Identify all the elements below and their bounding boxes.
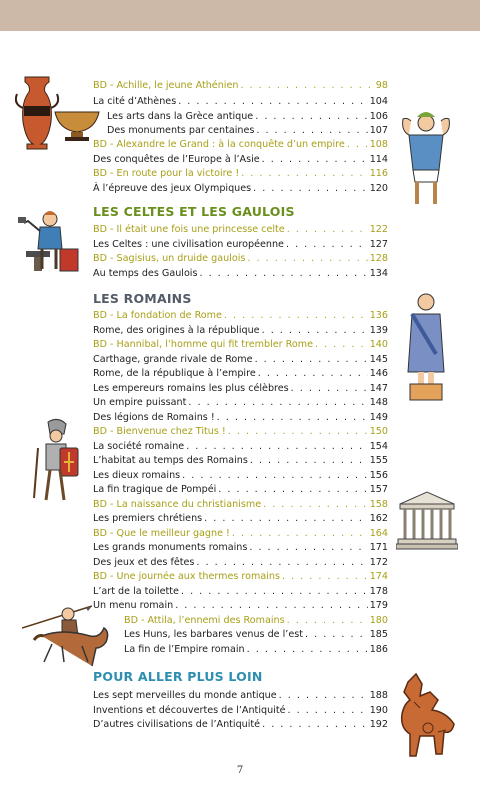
toc-dot-leader [255, 353, 368, 367]
toc-entry[interactable] [93, 238, 388, 252]
toc-entry-page: 178 [369, 586, 388, 597]
toc-dot-leader [178, 95, 368, 109]
toc-entry[interactable] [93, 396, 388, 410]
toc-dot-leader [287, 614, 368, 628]
toc-entry-page: 180 [369, 615, 388, 626]
toc-entry[interactable] [93, 469, 388, 483]
section-heading-romains: LES ROMAINS [93, 291, 192, 306]
toc-entry-title: BD - Une journée aux thermes romains [93, 571, 280, 582]
toc-entry-page: 186 [369, 644, 388, 655]
toc-entry[interactable] [93, 425, 388, 439]
toc-entry-page: 146 [369, 368, 388, 379]
toc-entry-title: Les grands monuments romains [93, 542, 248, 553]
toc-entry[interactable] [93, 338, 388, 352]
toc-entry[interactable] [93, 512, 388, 526]
toc-entry[interactable] [93, 585, 388, 599]
toc-entry-page: 179 [369, 600, 388, 611]
toc-dot-leader [247, 252, 367, 266]
toc-entry-page: 171 [369, 542, 388, 553]
toc-entry-title: BD - En route pour la victoire ! [93, 168, 240, 179]
toc-entry-title: Au temps des Gaulois [93, 268, 198, 279]
greek-vases-illustration [15, 72, 100, 152]
toc-entry-title: Les Celtes : une civilisation européenne [93, 239, 284, 250]
toc-entry-page: 157 [369, 484, 388, 495]
toc-entry[interactable] [107, 110, 388, 124]
toc-entry-title: BD - Alexandre le Grand : à la conquête d’un empire [93, 139, 345, 150]
toc-dot-leader [263, 498, 368, 512]
toc-entry-title: D’autres civilisations de l’Antiquité [93, 719, 261, 730]
toc-entry[interactable] [93, 223, 388, 237]
toc-entry-page: 190 [369, 705, 388, 716]
hun-horseman-illustration [22, 600, 127, 668]
toc-entry-page: 136 [369, 310, 388, 321]
toc-entry[interactable] [93, 382, 388, 396]
toc-dot-leader [282, 570, 368, 584]
toc-entry-page: 120 [369, 183, 388, 194]
toc-entry[interactable] [93, 353, 388, 367]
toc-entry[interactable] [93, 411, 388, 425]
toc-entry-page: 188 [369, 690, 388, 701]
toc-dot-leader [224, 309, 368, 323]
toc-entry-page: 128 [369, 253, 388, 264]
toc-entry-page: 134 [369, 268, 388, 279]
toc-dot-leader [262, 324, 368, 338]
toc-entry-title: À l’épreuve des jeux Olympiques [93, 183, 252, 194]
toc-entry-page: 127 [369, 239, 388, 250]
toc-entry-title: Les premiers chrétiens [93, 513, 203, 524]
toc-entry[interactable] [124, 614, 388, 628]
toc-entry[interactable] [93, 541, 388, 555]
toc-dot-leader [256, 124, 367, 138]
toc-entry-page: 192 [369, 719, 388, 730]
toc-entry-page: 150 [369, 426, 388, 437]
toc-dot-leader [249, 541, 367, 555]
toc-entry[interactable] [93, 182, 388, 196]
toc-dot-leader [232, 527, 368, 541]
toc-entry-title: Rome, des origines à la république [93, 325, 260, 336]
toc-entry-title: La fin de l’Empire romain [124, 644, 245, 655]
toc-entry[interactable] [93, 440, 388, 454]
toc-entry-page: 116 [369, 168, 388, 179]
toc-entry-page: 148 [369, 397, 388, 408]
toc-entry-title: Les sept merveilles du monde antique [93, 690, 277, 701]
toc-entry-title: Un empire puissant [93, 397, 187, 408]
toc-entry-title: La fin tragique de Pompéi [93, 484, 217, 495]
toc-entry[interactable] [93, 167, 388, 181]
toc-dot-leader [286, 238, 368, 252]
section-heading-plus-loin: POUR ALLER PLUS LOIN [93, 669, 263, 684]
toc-dot-leader [188, 396, 367, 410]
toc-entry-title: Les empereurs romains les plus célèbres [93, 383, 289, 394]
toc-entry-page: 155 [369, 455, 388, 466]
toc-entry-title: Carthage, grande rivale de Rome [93, 354, 253, 365]
toc-dot-leader [255, 110, 367, 124]
toc-entry-page: 174 [369, 571, 388, 582]
toc-dot-leader [240, 79, 373, 93]
toc-entry[interactable] [93, 367, 388, 381]
toc-entry[interactable] [93, 324, 388, 338]
toc-entry-title: Les Huns, les barbares venus de l’est [124, 629, 303, 640]
toc-entry-page: 98 [375, 80, 388, 91]
toc-entry-page: 158 [369, 499, 388, 510]
toc-entry-page: 140 [369, 339, 388, 350]
toc-entry-title: L’habitat au temps des Romains [93, 455, 248, 466]
toc-entry-page: 185 [369, 629, 388, 640]
toc-entry-title: BD - Hannibal, l’homme qui fit trembler Rome [93, 339, 313, 350]
toc-entry-title: Les dieux romains [93, 470, 181, 481]
toc-entry-page: 172 [369, 557, 388, 568]
toc-entry[interactable] [93, 689, 388, 703]
toc-entry-page: 108 [369, 139, 388, 150]
toc-entry-title: Un menu romain [93, 600, 174, 611]
toc-entry-title: Inventions et découvertes de l’Antiquité [93, 705, 286, 716]
toc-entry[interactable] [93, 252, 388, 266]
toc-entry-page: 162 [369, 513, 388, 524]
toc-entry-title: Des jeux et des fêtes [93, 557, 195, 568]
toc-dot-leader [182, 469, 368, 483]
toc-dot-leader [291, 382, 368, 396]
toc-dot-leader [347, 138, 368, 152]
toc-dot-leader [204, 512, 368, 526]
toc-entry[interactable] [124, 643, 388, 657]
toc-entry[interactable] [107, 124, 388, 138]
toc-dot-leader [186, 440, 368, 454]
toc-entry-title: Des conquêtes de l’Europe à l’Asie [93, 154, 260, 165]
toc-entry[interactable] [93, 556, 388, 570]
toc-entry-page: 122 [369, 224, 388, 235]
toc-dot-leader [315, 338, 368, 352]
toc-entry-title: BD - La fondation de Rome [93, 310, 222, 321]
toc-entry-page: 104 [369, 96, 388, 107]
toc-entry[interactable] [93, 483, 388, 497]
toc-entry[interactable] [93, 267, 388, 281]
toc-entry-title: BD - Que le meilleur gagne ! [93, 528, 230, 539]
toc-entry[interactable] [93, 570, 388, 584]
toc-entry-title: Des légions de Romains ! [93, 412, 215, 423]
toc-entry-page: 139 [369, 325, 388, 336]
roman-temple-illustration [396, 490, 458, 550]
toc-entry-title: BD - Il était une fois une princesse celte [93, 224, 285, 235]
toc-dot-leader [217, 411, 368, 425]
toc-entry-title: La société romaine [93, 441, 185, 452]
toc-entry[interactable] [93, 454, 388, 468]
toc-entry-title: BD - Sagisius, un druide gaulois [93, 253, 246, 264]
toc-entry-title: Les arts dans la Grèce antique [107, 111, 254, 122]
toc-entry[interactable] [93, 527, 388, 541]
toc-dot-leader [279, 689, 368, 703]
toc-dot-leader [288, 704, 368, 718]
toc-dot-leader [253, 182, 368, 196]
toc-entry[interactable] [124, 628, 388, 642]
toc-entry[interactable] [93, 153, 388, 167]
toc-entry-page: 145 [369, 354, 388, 365]
toc-dot-leader [175, 599, 368, 613]
toc-entry-page: 114 [369, 154, 388, 165]
toc-dot-leader [181, 585, 368, 599]
toc-entry-page: 164 [369, 528, 388, 539]
toc-dot-leader [305, 628, 368, 642]
toc-dot-leader [250, 454, 368, 468]
toc-entry[interactable] [93, 704, 388, 718]
toc-dot-leader [218, 483, 367, 497]
toc-dot-leader [247, 643, 368, 657]
toc-entry-page: 154 [369, 441, 388, 452]
toc-entry-title: BD - Achille, le jeune Athénien [93, 80, 239, 91]
toc-entry-title: L’art de la toilette [93, 586, 179, 597]
greek-warrior-illustration [395, 105, 457, 210]
toc-entry[interactable] [93, 79, 388, 93]
horse-statuette-illustration [388, 672, 462, 762]
toc-entry-title: BD - La naissance du christianisme [93, 499, 262, 510]
page-number: 7 [236, 765, 244, 776]
celt-blacksmith-illustration [12, 205, 84, 277]
toc-entry-page: 106 [369, 111, 388, 122]
toc-entry-page: 147 [369, 383, 388, 394]
toc-dot-leader [196, 556, 367, 570]
toc-entry[interactable] [93, 138, 388, 152]
toc-dot-leader [262, 718, 368, 732]
toc-entry-title: BD - Attila, l’ennemi des Romains [124, 615, 285, 626]
toc-entry-title: Des monuments par centaines [107, 125, 255, 136]
roman-senator-illustration [402, 288, 450, 403]
toc-entry-page: 156 [369, 470, 388, 481]
toc-entry[interactable] [93, 95, 388, 109]
toc-entry-title: Rome, de la république à l’empire [93, 368, 256, 379]
section-heading-celtes: LES CELTES ET LES GAULOIS [93, 204, 295, 219]
toc-entry[interactable] [93, 498, 388, 512]
roman-legionary-illustration [28, 418, 88, 506]
toc-entry[interactable] [93, 309, 388, 323]
toc-entry-title: La cité d’Athènes [93, 96, 177, 107]
toc-entry-page: 149 [369, 412, 388, 423]
toc-dot-leader [262, 153, 368, 167]
toc-dot-leader [228, 425, 368, 439]
toc-entry-title: BD - Bienvenue chez Titus ! [93, 426, 226, 437]
toc-entry[interactable] [93, 718, 388, 732]
toc-entry[interactable] [93, 599, 388, 613]
toc-dot-leader [258, 367, 368, 381]
toc-entry-page: 107 [369, 125, 388, 136]
toc-dot-leader [287, 223, 368, 237]
toc-dot-leader [241, 167, 367, 181]
toc-dot-leader [199, 267, 367, 281]
